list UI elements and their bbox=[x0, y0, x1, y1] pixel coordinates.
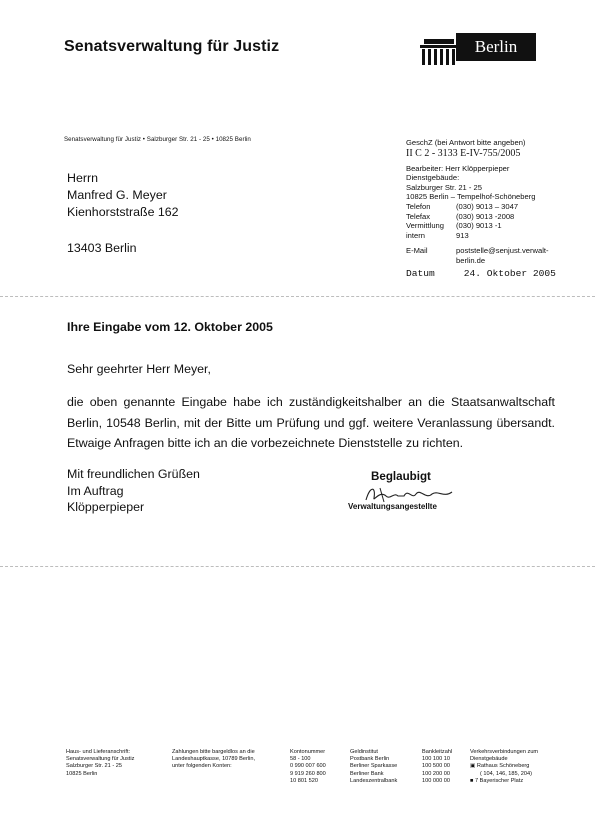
switchboard-value: (030) 9013 -1 bbox=[456, 221, 502, 231]
footer-text: Verkehrsverbindungen zum bbox=[470, 749, 539, 755]
closing-on-behalf: Im Auftrag bbox=[67, 483, 124, 498]
footer-text: 9 919 260 800 bbox=[290, 770, 326, 777]
reference-number: II C 2 - 3133 E-IV-755/2005 bbox=[406, 147, 521, 159]
switchboard-label: Vermittlung bbox=[406, 221, 444, 231]
letter-body: die oben genannte Eingabe habe ich zuständigkeitshalber an die Staatsanwaltschaft Berlin, 10548 Berlin, mit der Bitte um Prüfung und ggf. weitere Veranlassung übersandt. Etwaige Anfragen bitte ich an die vorbezeichnete Dienststelle zu richten. bbox=[67, 395, 555, 451]
footer-text: 10825 Berlin bbox=[66, 770, 98, 777]
reference-label: GeschZ (bei Antwort bitte angeben) bbox=[406, 138, 526, 147]
bus-icon: ▣ bbox=[470, 763, 477, 770]
switchboard-row bbox=[406, 221, 549, 231]
footer-address-column bbox=[66, 749, 134, 778]
footer-bus-line bbox=[470, 763, 538, 770]
footer-text: Zahlungen bitte bargeldlos an die bbox=[172, 749, 255, 755]
footer-text: 58 - 100 bbox=[290, 756, 311, 763]
footer-text: Geldinstitut bbox=[350, 749, 378, 755]
email-label: E-Mail bbox=[406, 246, 428, 256]
internal-label: intern bbox=[406, 230, 425, 240]
footer-text: Dienstgebäude bbox=[470, 756, 508, 763]
footer-text: Kontonummer bbox=[290, 749, 326, 755]
fax-value: (030) 9013 -2008 bbox=[456, 211, 515, 221]
organization-name: Senatsverwaltung für Justiz bbox=[64, 38, 280, 55]
footer-text: Salzburger Str. 21 - 25 bbox=[66, 763, 122, 770]
footer-text: Postbank Berlin bbox=[350, 756, 390, 763]
fold-mark-bottom bbox=[0, 566, 595, 567]
footer-text: 100 100 10 bbox=[422, 756, 450, 763]
footer-text: Rathaus Schöneberg bbox=[476, 763, 530, 770]
certification-stamp-subtitle: Verwaltungsangestellte bbox=[348, 502, 437, 511]
footer-text: 100 200 00 bbox=[422, 770, 450, 777]
recipient-salutation: Herrn bbox=[67, 171, 98, 185]
email-address-line2: berlin.de bbox=[456, 255, 486, 265]
footer-text: Haus- und Lieferanschrift: bbox=[66, 749, 131, 755]
building-street: Salzburger Str. 21 - 25 bbox=[406, 182, 482, 192]
footer-text: 100 000 00 bbox=[422, 777, 450, 784]
logo-text: Berlin bbox=[456, 33, 536, 61]
footer-text: 0 990 007 600 bbox=[290, 763, 326, 770]
footer-text: 10 801 520 bbox=[290, 777, 318, 784]
internal-row bbox=[406, 231, 549, 241]
footer-text: ( 104, 146, 185, 204) bbox=[480, 770, 532, 777]
clerk-name: Bearbeiter: Herr Klöpperpieper bbox=[406, 163, 510, 173]
phone-label: Telefon bbox=[406, 201, 431, 211]
fold-mark-top bbox=[0, 296, 595, 297]
fax-label: Telefax bbox=[406, 211, 431, 221]
recipient-city: 13403 Berlin bbox=[67, 241, 137, 255]
footer-text: Bankleitzahl bbox=[422, 749, 453, 755]
footer-account-column bbox=[290, 749, 326, 785]
footer-text: Landeszentralbank bbox=[350, 777, 398, 784]
footer-transport-column bbox=[470, 749, 538, 785]
date-label: Datum bbox=[406, 268, 435, 279]
berlin-logo bbox=[418, 33, 536, 69]
closing-regards: Mit freundlichen Grüßen bbox=[67, 467, 200, 481]
footer-text: Senatsverwaltung für Justiz bbox=[66, 756, 135, 763]
ubahn-icon: ■ bbox=[470, 777, 475, 784]
letter-subject: Ihre Eingabe vom 12. Oktober 2005 bbox=[67, 320, 273, 334]
return-address: Senatsverwaltung für Justiz • Salzburger Str. 21 - 25 • 10825 Berlin bbox=[64, 136, 251, 143]
building-label: Dienstgebäude: bbox=[406, 173, 460, 183]
closing-signatory: Klöpperpieper bbox=[67, 500, 145, 514]
footer-text: Berliner Sparkasse bbox=[350, 763, 398, 770]
footer-ubahn-line bbox=[470, 778, 538, 785]
email-row bbox=[406, 246, 549, 265]
recipient-street: Kienhorststraße 162 bbox=[67, 205, 179, 219]
fax-row bbox=[406, 212, 549, 222]
footer-blz-column bbox=[422, 749, 452, 785]
footer-text: 7 Bayerischer Platz bbox=[474, 777, 524, 784]
footer-text: Landeshauptkasse, 10789 Berlin, bbox=[172, 756, 256, 763]
info-block bbox=[406, 138, 549, 266]
letter-greeting: Sehr geehrter Herr Meyer, bbox=[67, 362, 211, 376]
closing-block bbox=[67, 466, 200, 516]
phone-value: (030) 9013 – 3047 bbox=[456, 201, 519, 211]
internal-value: 913 bbox=[456, 230, 469, 240]
email-address-line1: poststelle@senjust.verwalt- bbox=[456, 246, 549, 256]
footer-text: Berliner Bank bbox=[350, 770, 384, 777]
recipient-name: Manfred G. Meyer bbox=[67, 188, 167, 202]
date-line bbox=[406, 268, 556, 279]
certification-stamp-title: Beglaubigt bbox=[371, 470, 431, 483]
building-city: 10825 Berlin – Tempelhof-Schöneberg bbox=[406, 192, 536, 202]
footer-payment-column bbox=[172, 749, 255, 771]
date-value: 24. Oktober 2005 bbox=[463, 268, 556, 279]
recipient-address bbox=[67, 170, 179, 257]
footer-text: 100 500 00 bbox=[422, 763, 450, 770]
footer-bank-column bbox=[350, 749, 397, 785]
phone-row bbox=[406, 202, 549, 212]
footer-text: unter folgenden Konten: bbox=[172, 763, 232, 770]
brandenburg-gate-icon bbox=[418, 39, 458, 67]
